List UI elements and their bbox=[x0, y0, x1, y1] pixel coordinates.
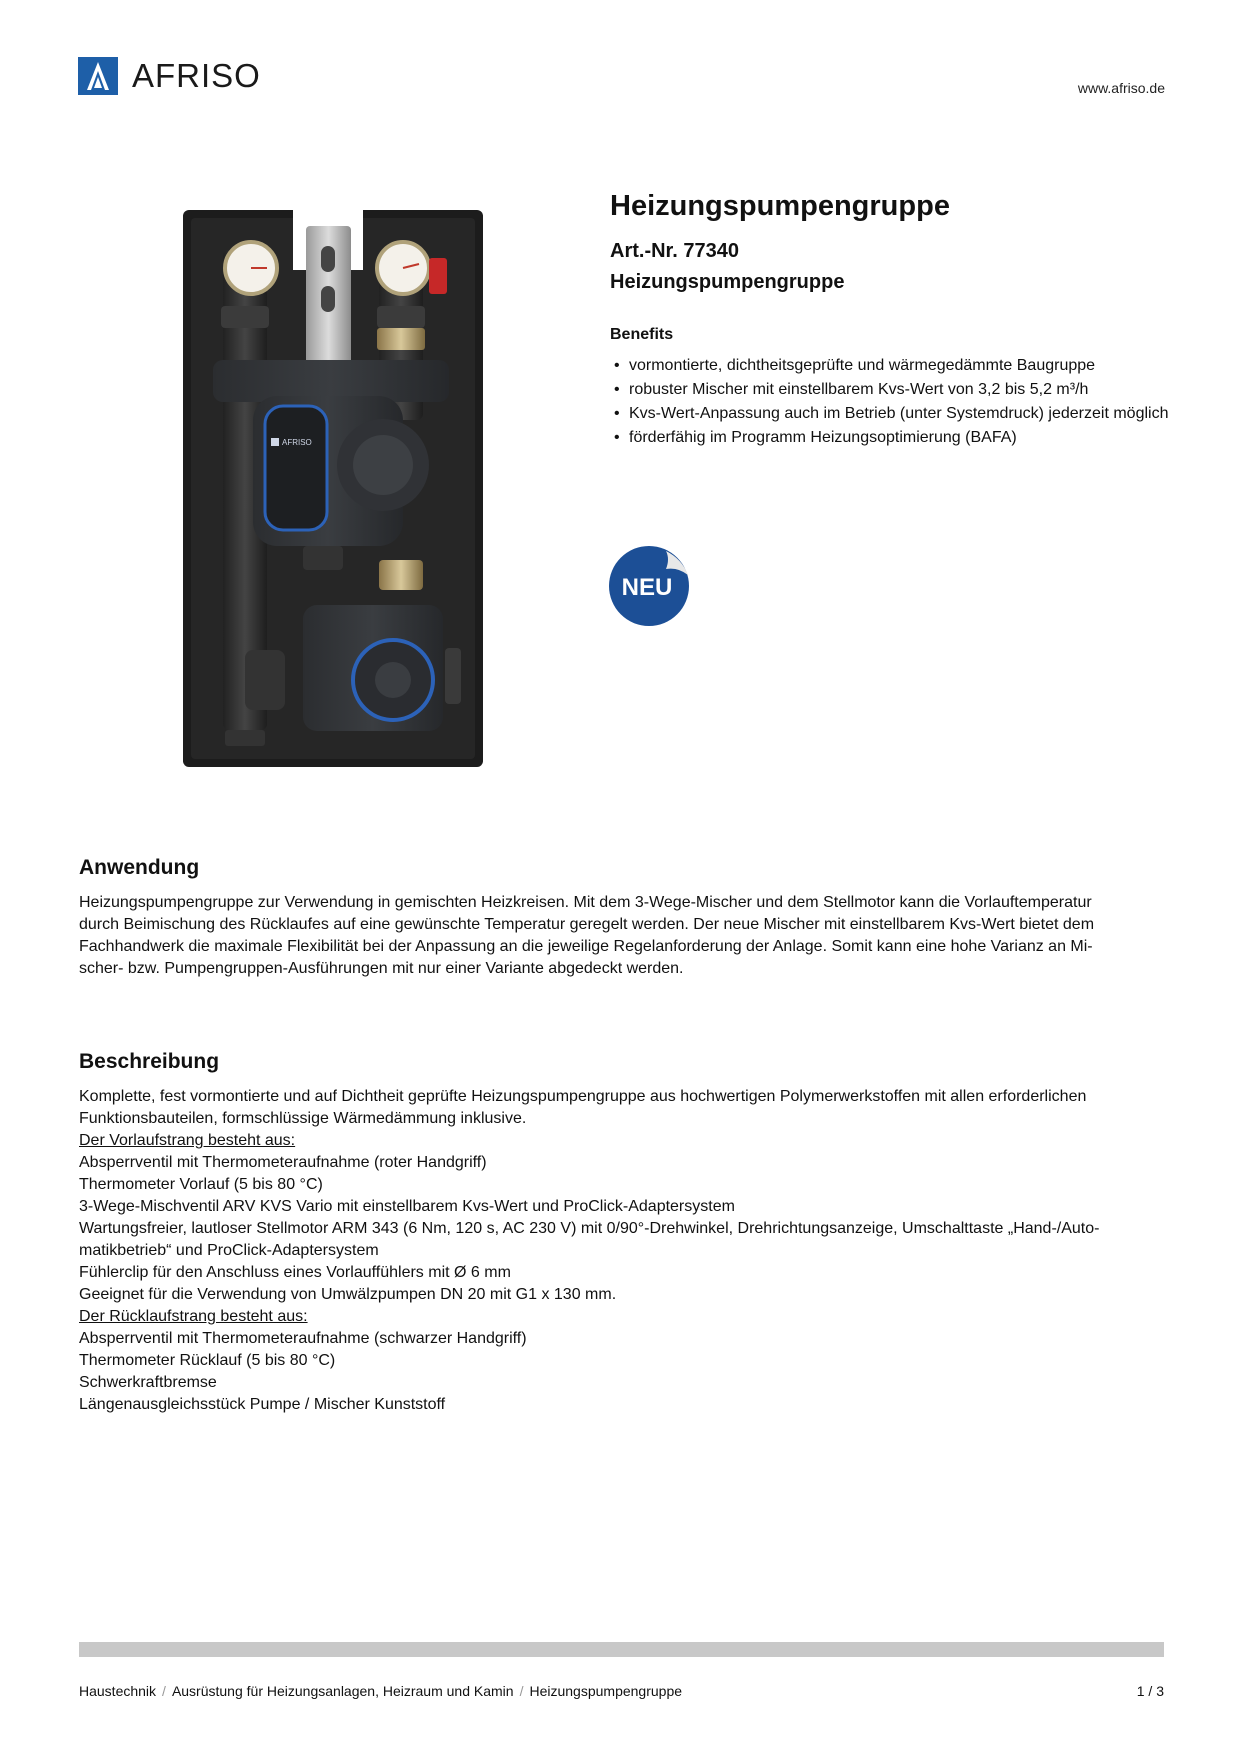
vorlaufstrang-subheading: Der Vorlaufstrang besteht aus: bbox=[79, 1132, 296, 1149]
beschreibung-line: matikbetrieb“ und ProClick-Adaptersystem bbox=[79, 1242, 379, 1259]
beschreibung-line: Thermometer Rücklauf (5 bis 80 °C) bbox=[79, 1352, 336, 1369]
product-image bbox=[183, 210, 483, 767]
site-url[interactable]: www.afriso.de bbox=[1077, 80, 1165, 96]
beschreibung-line: Absperrventil mit Thermometeraufnahme (roter Handgriff) bbox=[79, 1154, 487, 1171]
anwendung-line: Fachhandwerk die maximale Flexibilität bei der Anpassung an die jeweilige Regelanforderung der Anlage. Somit kann eine hohe Varianz an Mi- bbox=[79, 938, 1093, 955]
neu-badge-label: NEU bbox=[621, 574, 673, 601]
page-number: 1 / 3 bbox=[1136, 1683, 1164, 1699]
article-number: Art.-Nr. 77340 bbox=[610, 240, 739, 262]
beschreibung-line: Geeignet für die Verwendung von Umwälzpumpen DN 20 mit G1 x 130 mm. bbox=[79, 1286, 617, 1303]
beschreibung-text bbox=[79, 1086, 1164, 1416]
breadcrumb-item[interactable]: Haustechnik bbox=[79, 1683, 157, 1699]
benefit-item: • vormontierte, dichtheitsgeprüfte und wärmegedämmte Baugruppe bbox=[614, 356, 1174, 376]
pump-brand: AFRISO bbox=[282, 438, 312, 447]
beschreibung-line: 3-Wege-Mischventil ARV KVS Vario mit einstellbarem Kvs-Wert und ProClick-Adaptersystem bbox=[79, 1198, 735, 1215]
anwendung-text bbox=[79, 892, 1164, 980]
benefit-item: • Kvs-Wert-Anpassung auch im Betrieb (unter Systemdruck) jederzeit möglich bbox=[614, 404, 1174, 424]
beschreibung-line: Fühlerclip für den Anschluss eines Vorlauffühlers mit Ø 6 mm bbox=[79, 1264, 511, 1281]
afriso-logo bbox=[78, 57, 261, 95]
beschreibung-line: Komplette, fest vormontierte und auf Dichtheit geprüfte Heizungspumpengruppe aus hochwertigen Polymerwerkstoffen mit allen erforderlichen bbox=[79, 1088, 1087, 1105]
breadcrumb-separator: / bbox=[519, 1683, 524, 1699]
beschreibung-line: Thermometer Vorlauf (5 bis 80 °C) bbox=[79, 1176, 323, 1193]
anwendung-line: durch Beimischung des Rücklaufes auf eine gewünschte Temperatur geregelt werden. Der neue Mischer mit einstellbarem Kvs-Wert bietet dem bbox=[79, 916, 1095, 933]
anwendung-line: Heizungspumpengruppe zur Verwendung in gemischten Heizkreisen. Mit dem 3-Wege-Mischer und dem Stellmotor kann die Vorlauftemperatur bbox=[79, 894, 1092, 911]
neu-badge bbox=[608, 545, 690, 627]
benefits-list bbox=[614, 356, 1174, 452]
beschreibung-line: Absperrventil mit Thermometeraufnahme (schwarzer Handgriff) bbox=[79, 1330, 527, 1347]
breadcrumb-item[interactable]: Heizungspumpengruppe bbox=[529, 1683, 683, 1699]
beschreibung-line: Funktionsbauteilen, formschlüssige Wärmedämmung inklusive. bbox=[79, 1110, 527, 1127]
breadcrumb bbox=[79, 1683, 682, 1699]
logo-text: AFRISO bbox=[132, 57, 261, 94]
beschreibung-line: Längenausgleichsstück Pumpe / Mischer Kunststoff bbox=[79, 1396, 446, 1413]
product-subtitle: Heizungspumpengruppe bbox=[610, 271, 845, 293]
afriso-logo-icon bbox=[78, 57, 118, 95]
beschreibung-heading: Beschreibung bbox=[79, 1050, 220, 1073]
breadcrumb-item[interactable]: Ausrüstung für Heizungsanlagen, Heizraum und Kamin bbox=[171, 1683, 514, 1699]
ruecklaufstrang-subheading: Der Rücklaufstrang besteht aus: bbox=[79, 1308, 308, 1325]
footer-divider bbox=[79, 1642, 1164, 1657]
benefits-heading: Benefits bbox=[610, 326, 674, 343]
beschreibung-line: Schwerkraftbremse bbox=[79, 1374, 217, 1391]
product-title: Heizungspumpengruppe bbox=[610, 190, 950, 222]
anwendung-heading: Anwendung bbox=[79, 856, 200, 879]
anwendung-line: scher- bzw. Pumpengruppen-Ausführungen mit nur einer Variante abgedeckt werden. bbox=[79, 960, 684, 977]
beschreibung-line: Wartungsfreier, lautloser Stellmotor ARM 343 (6 Nm, 120 s, AC 230 V) mit 0/90°-Drehwinkel, Drehrichtungsanzeige, Umschalttaste „Hand-/Auto- bbox=[79, 1220, 1100, 1237]
breadcrumb-separator: / bbox=[162, 1683, 166, 1699]
benefit-item: • robuster Mischer mit einstellbarem Kvs-Wert von 3,2 bis 5,2 m³/h bbox=[614, 380, 1174, 400]
benefit-item: • förderfähig im Programm Heizungsoptimierung (BAFA) bbox=[614, 428, 1174, 448]
